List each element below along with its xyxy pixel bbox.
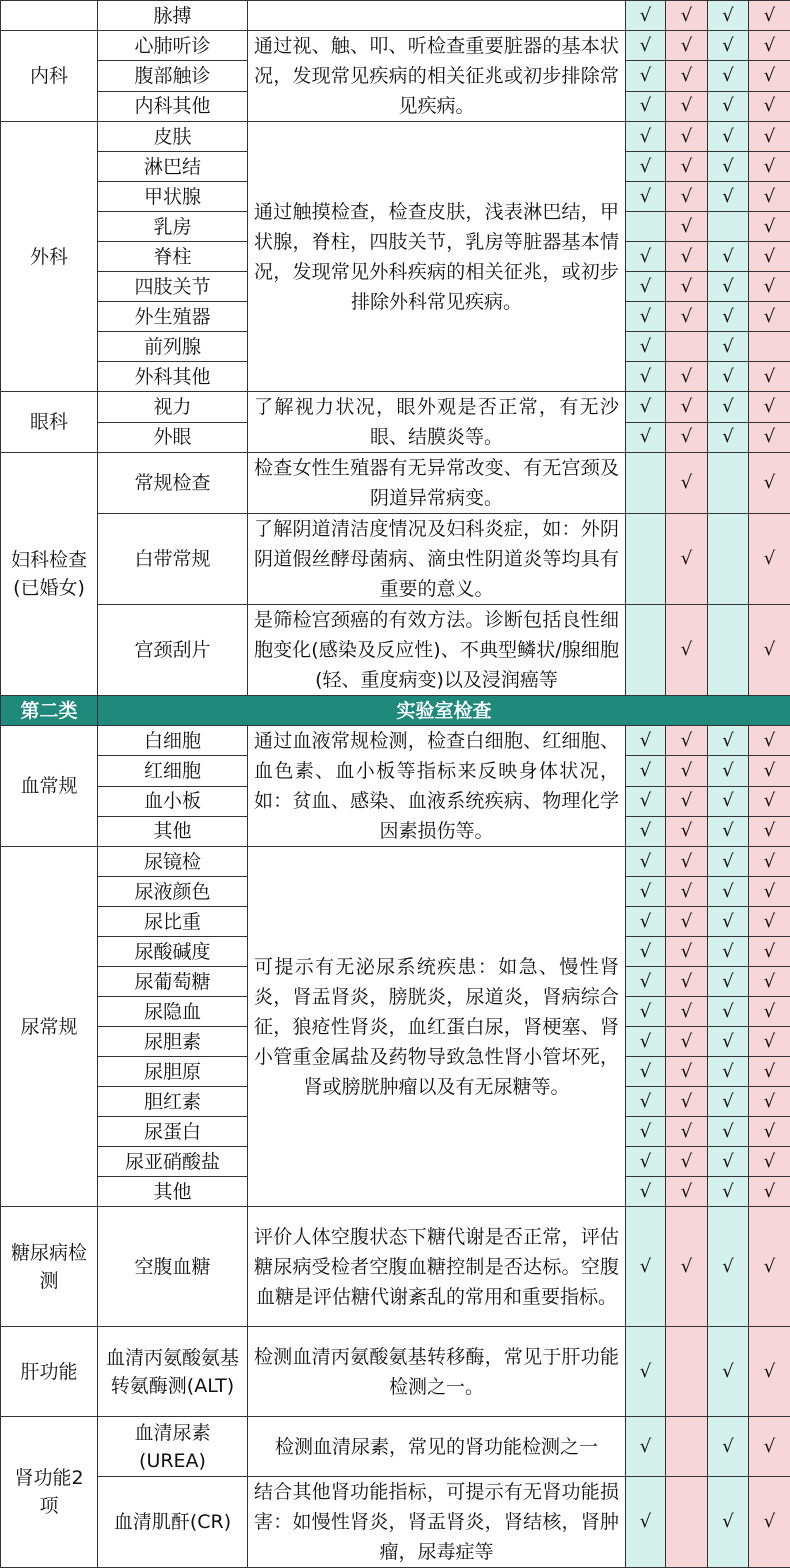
check-mark: √ [749,997,790,1027]
check-mark: √ [708,756,749,786]
item-cell: 尿蛋白 [98,1117,248,1147]
check-mark: √ [626,937,666,967]
check-mark: √ [749,453,790,514]
item-cell: 脉搏 [98,1,248,31]
item-cell: 尿酸碱度 [98,937,248,967]
check-mark: √ [749,1207,790,1327]
check-mark: √ [666,1147,708,1177]
check-mark: √ [749,726,790,756]
check-mark: √ [666,122,708,152]
check-mark: √ [626,1207,666,1327]
check-mark: √ [666,392,708,423]
empty-mark [666,332,708,362]
check-mark: √ [749,967,790,997]
check-mark: √ [626,1117,666,1147]
category-cell: 肝功能 [1,1327,98,1417]
check-mark: √ [749,152,790,182]
description-cell: 通过血液常规检测，检查白细胞、红细胞、血色素、血小板等指标来反映身体状况，如：贫血、感染、血液系统疾病、物理化学因素损伤等。 [248,726,626,847]
check-mark: √ [666,91,708,121]
empty-mark [666,1417,708,1477]
table-row [1,1207,790,1327]
item-cell: 尿胆素 [98,1027,248,1057]
category-cell [1,1,98,31]
check-mark: √ [626,182,666,212]
check-mark: √ [708,816,749,846]
check-mark: √ [749,61,790,91]
check-mark: √ [708,877,749,907]
check-mark: √ [749,1477,790,1568]
check-mark: √ [708,1417,749,1477]
check-mark: √ [749,242,790,272]
category-cell: 外科 [1,122,98,392]
section-label: 第二类 [1,696,98,726]
check-mark: √ [666,1117,708,1147]
check-mark: √ [666,61,708,91]
table-row [1,605,790,696]
check-mark: √ [666,786,708,816]
category-cell: 肾功能2项 [1,1417,98,1568]
check-mark: √ [708,152,749,182]
check-mark: √ [749,1417,790,1477]
check-mark: √ [626,61,666,91]
item-cell: 其他 [98,816,248,846]
check-mark: √ [666,302,708,332]
check-mark: √ [626,907,666,937]
check-mark: √ [626,997,666,1027]
check-mark: √ [749,847,790,877]
check-mark: √ [749,786,790,816]
check-mark: √ [749,1117,790,1147]
item-cell: 尿镜检 [98,847,248,877]
item-cell: 白带常规 [98,514,248,605]
item-cell: 血清尿素(UREA) [98,1417,248,1477]
item-cell: 胆红素 [98,1087,248,1117]
description-cell: 检查女性生殖器有无异常改变、有无宫颈及阴道异常病变。 [248,453,626,514]
check-mark: √ [708,31,749,61]
category-cell: 尿常规 [1,847,98,1207]
check-mark: √ [666,514,708,605]
description-cell [248,1,626,31]
check-mark: √ [626,1,666,31]
check-mark: √ [666,1057,708,1087]
empty-mark [708,605,749,696]
description-cell: 通过触摸检查，检查皮肤，浅表淋巴结，甲状腺，脊柱，四肢关节，乳房等脏器基本情况，发现常见外科疾病的相关征兆，或初步排除外科常见疾病。 [248,122,626,392]
check-mark: √ [626,1057,666,1087]
check-mark: √ [626,877,666,907]
check-mark: √ [708,1477,749,1568]
item-cell: 前列腺 [98,332,248,362]
check-mark: √ [626,422,666,453]
category-cell: 妇科检查(已婚女) [1,453,98,696]
item-cell: 外科其他 [98,362,248,392]
check-mark: √ [666,212,708,242]
table-row [1,1327,790,1417]
check-mark: √ [626,122,666,152]
item-cell: 血清肌酐(CR) [98,1477,248,1568]
check-mark: √ [749,907,790,937]
check-mark: √ [749,422,790,453]
check-mark: √ [708,182,749,212]
check-mark: √ [666,847,708,877]
check-mark: √ [749,1087,790,1117]
table-row [1,1417,790,1477]
item-cell: 红细胞 [98,756,248,786]
check-mark: √ [749,31,790,61]
table-row [1,392,790,423]
check-mark: √ [626,31,666,61]
table-row [1,847,790,877]
check-mark: √ [666,907,708,937]
item-cell: 尿亚硝酸盐 [98,1147,248,1177]
check-mark: √ [749,1,790,31]
check-mark: √ [708,392,749,423]
check-mark: √ [708,61,749,91]
check-mark: √ [708,937,749,967]
check-mark: √ [708,1087,749,1117]
check-mark: √ [626,1177,666,1207]
check-mark: √ [708,91,749,121]
check-mark: √ [626,816,666,846]
check-mark: √ [666,997,708,1027]
check-mark: √ [749,212,790,242]
item-cell: 腹部触诊 [98,61,248,91]
item-cell: 淋巴结 [98,152,248,182]
check-mark: √ [626,1087,666,1117]
check-mark: √ [708,1327,749,1417]
description-cell: 评价人体空腹状态下糖代谢是否正常，评估糖尿病受检者空腹血糖控制是否达标。空腹血糖是评估糖代谢紊乱的常用和重要指标。 [248,1207,626,1327]
check-mark: √ [749,1327,790,1417]
check-mark: √ [666,422,708,453]
check-mark: √ [749,182,790,212]
empty-mark [708,212,749,242]
empty-mark [626,212,666,242]
empty-mark [708,514,749,605]
check-mark: √ [666,816,708,846]
check-mark: √ [666,272,708,302]
item-cell: 常规检查 [98,453,248,514]
check-mark: √ [708,1027,749,1057]
check-mark: √ [708,122,749,152]
check-mark: √ [708,1147,749,1177]
empty-mark [626,514,666,605]
check-mark: √ [749,362,790,392]
check-mark: √ [626,362,666,392]
item-cell: 宫颈刮片 [98,605,248,696]
item-cell: 尿液颜色 [98,877,248,907]
check-mark: √ [666,756,708,786]
description-cell: 结合其他肾功能指标，可提示有无肾功能损害：如慢性肾炎，肾盂肾炎，肾结核，肾肿瘤，尿毒症等 [248,1477,626,1568]
item-cell: 其他 [98,1177,248,1207]
check-mark: √ [626,1147,666,1177]
check-mark: √ [708,422,749,453]
check-mark: √ [666,152,708,182]
check-mark: √ [749,1027,790,1057]
item-cell: 尿比重 [98,907,248,937]
check-mark: √ [666,1,708,31]
check-mark: √ [749,122,790,152]
item-cell: 视力 [98,392,248,423]
table-row [1,1477,790,1568]
check-mark: √ [708,362,749,392]
item-cell: 尿隐血 [98,997,248,1027]
section-title: 实验室检查 [98,696,790,726]
check-mark: √ [626,242,666,272]
item-cell: 皮肤 [98,122,248,152]
category-cell: 眼科 [1,392,98,453]
check-mark: √ [708,967,749,997]
check-mark: √ [708,272,749,302]
check-mark: √ [666,967,708,997]
check-mark: √ [626,847,666,877]
check-mark: √ [666,937,708,967]
item-cell: 尿胆原 [98,1057,248,1087]
check-mark: √ [666,1177,708,1207]
check-mark: √ [749,816,790,846]
item-cell: 内科其他 [98,91,248,121]
description-cell: 检测血清丙氨酸氨基转移酶，常见于肝功能检测之一。 [248,1327,626,1417]
check-mark: √ [708,1177,749,1207]
empty-mark [749,332,790,362]
check-mark: √ [749,756,790,786]
empty-mark [708,453,749,514]
check-mark: √ [749,1057,790,1087]
check-mark: √ [626,726,666,756]
check-mark: √ [708,786,749,816]
item-cell: 外眼 [98,422,248,453]
item-cell: 心肺听诊 [98,31,248,61]
check-mark: √ [666,31,708,61]
check-mark: √ [749,605,790,696]
check-mark: √ [708,332,749,362]
check-mark: √ [708,997,749,1027]
description-cell: 是筛检宫颈癌的有效方法。诊断包括良性细胞变化(感染及反应性)、不典型鳞状/腺细胞(轻、重度病变)以及浸润癌等 [248,605,626,696]
category-cell: 血常规 [1,726,98,847]
check-mark: √ [749,877,790,907]
check-mark: √ [666,182,708,212]
check-mark: √ [666,1027,708,1057]
check-mark: √ [749,1147,790,1177]
description-cell: 可提示有无泌尿系统疾患：如急、慢性肾炎，肾盂肾炎，膀胱炎，尿道炎，肾病综合征，狼疮性肾炎，血红蛋白尿，肾梗塞、肾小管重金属盐及药物导致急性肾小管坏死，肾或膀胱肿瘤以及有无尿糖等。 [248,847,626,1207]
table-row [1,453,790,514]
check-mark: √ [708,1057,749,1087]
check-mark: √ [666,877,708,907]
empty-mark [626,605,666,696]
check-mark: √ [749,937,790,967]
item-cell: 尿葡萄糖 [98,967,248,997]
description-cell: 了解视力状况，眼外观是否正常，有无沙眼、结膜炎等。 [248,392,626,453]
item-cell: 白细胞 [98,726,248,756]
check-mark: √ [708,907,749,937]
check-mark: √ [626,302,666,332]
check-mark: √ [626,756,666,786]
table-row [1,122,790,152]
check-mark: √ [749,392,790,423]
category-cell: 糖尿病检测 [1,1207,98,1327]
check-mark: √ [626,332,666,362]
description-cell: 通过视、触、叩、听检查重要脏器的基本状况，发现常见疾病的相关征兆或初步排除常见疾病。 [248,31,626,122]
empty-mark [666,1477,708,1568]
check-mark: √ [749,302,790,332]
check-mark: √ [666,453,708,514]
empty-mark [626,453,666,514]
section-header-row [1,696,790,726]
item-cell: 外生殖器 [98,302,248,332]
description-cell: 检测血清尿素，常见的肾功能检测之一 [248,1417,626,1477]
table-row [1,726,790,756]
check-mark: √ [626,967,666,997]
empty-mark [666,1327,708,1417]
check-mark: √ [749,272,790,302]
check-mark: √ [666,1207,708,1327]
check-mark: √ [666,605,708,696]
check-mark: √ [626,392,666,423]
check-mark: √ [626,1027,666,1057]
check-mark: √ [626,1477,666,1568]
check-mark: √ [626,152,666,182]
item-cell: 血小板 [98,786,248,816]
table-row [1,31,790,61]
check-mark: √ [749,91,790,121]
check-mark: √ [708,242,749,272]
check-mark: √ [666,242,708,272]
item-cell: 空腹血糖 [98,1207,248,1327]
category-cell: 内科 [1,31,98,122]
item-cell: 甲状腺 [98,182,248,212]
item-cell: 脊柱 [98,242,248,272]
check-mark: √ [708,847,749,877]
check-mark: √ [666,726,708,756]
item-cell: 乳房 [98,212,248,242]
check-mark: √ [666,1087,708,1117]
check-mark: √ [626,1327,666,1417]
checkup-table-body [1,1,790,1568]
table-row [1,1,790,31]
check-mark: √ [626,786,666,816]
check-mark: √ [749,514,790,605]
check-mark: √ [708,1,749,31]
check-mark: √ [626,1417,666,1477]
item-cell: 四肢关节 [98,272,248,302]
description-cell: 了解阴道清洁度情况及妇科炎症，如：外阴阴道假丝酵母菌病、滴虫性阴道炎等均具有重要的意义。 [248,514,626,605]
check-mark: √ [708,1207,749,1327]
check-mark: √ [708,1117,749,1147]
table-row [1,514,790,605]
item-cell: 血清丙氨酸氨基转氨酶测(ALT) [98,1327,248,1417]
check-mark: √ [666,362,708,392]
check-mark: √ [708,726,749,756]
check-mark: √ [708,302,749,332]
check-mark: √ [626,91,666,121]
check-mark: √ [749,1177,790,1207]
check-mark: √ [626,272,666,302]
